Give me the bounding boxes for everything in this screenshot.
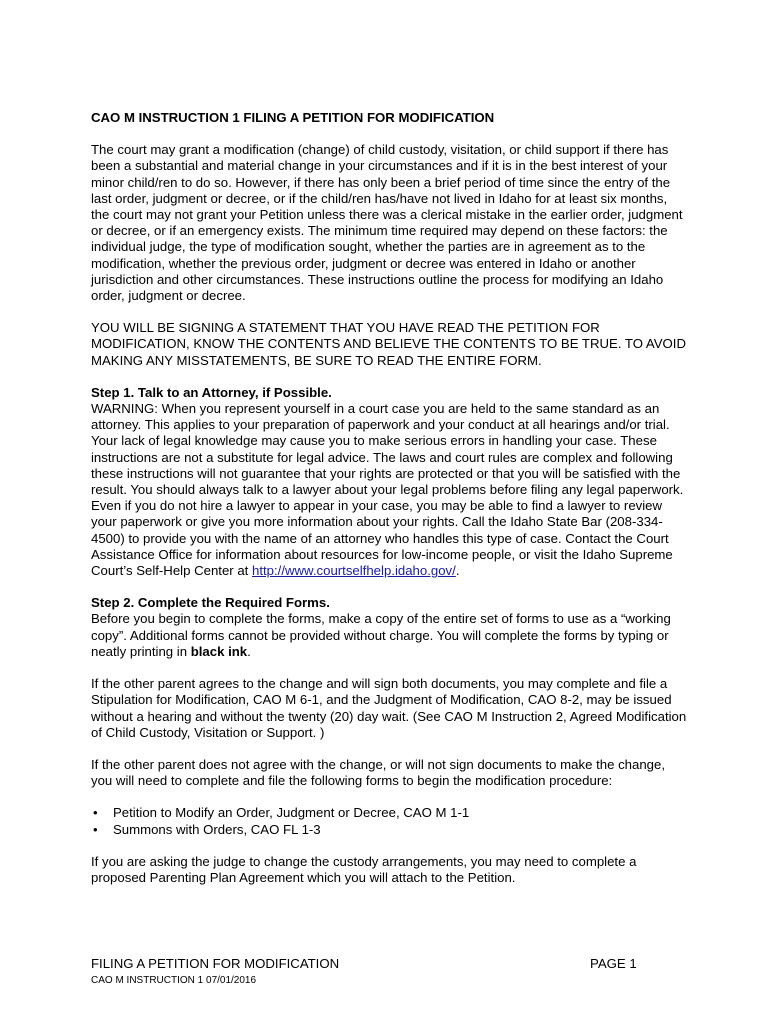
bullet-icon: • [93, 821, 98, 837]
step2-section [91, 595, 687, 660]
step2-period: . [247, 643, 251, 659]
required-forms-list [91, 805, 687, 837]
page-number: PAGE 1 [590, 956, 637, 971]
form-identifier: CAO M INSTRUCTION 1 07/01/2016 [91, 975, 257, 986]
footer-title: FILING A PETITION FOR MODIFICATION [91, 956, 340, 971]
bullet-icon: • [93, 805, 98, 821]
agree-paragraph: If the other parent agrees to the change and will sign both documents, you may complete and file a Stipulation for Modification, CAO M 6-1, and the Judgment of Modification, CAO 8-2, may be issued without a hearing and without the twenty (20) day wait. (See CAO M Instruction 2, Agreed Modification of Child Custody, Visitation or Support. ) [91, 676, 687, 740]
custody-paragraph: If you are asking the judge to change the custody arrangements, you may need to complete a proposed Parenting Plan Agreement which you will attach to the Petition. [91, 853, 637, 885]
step2-heading: Step 2. Complete the Required Forms. [91, 595, 330, 611]
self-help-center-link[interactable]: http://www.courtselfhelp.idaho.gov/ [252, 563, 456, 579]
list-item-text: Petition to Modify an Order, Judgment or Decree, CAO M 1-1 [113, 805, 470, 821]
disagree-paragraph: If the other parent does not agree with the change, or will not sign documents to make the change, you will need to complete and file the following forms to begin the modification procedure: [91, 756, 666, 789]
list-item [91, 822, 687, 838]
step1-period: . [455, 563, 460, 579]
list-item [91, 805, 687, 821]
list-item-text: Summons with Orders, CAO FL 1-3 [113, 821, 321, 837]
step1-section [91, 385, 687, 579]
black-ink-emphasis: black ink [190, 643, 248, 659]
document-body [91, 110, 687, 902]
document-title: CAO M INSTRUCTION 1 FILING A PETITION FOR MODIFICATION [91, 110, 495, 125]
intro-paragraph: The court may grant a modification (change) of child custody, visitation, or child support if there has been a substantial and material change in your circumstances and if it is in the best interest of your minor child/ren to do so. However, if there has only been a brief period of time since the entry of the last order, judgment or decree, or if the child/ren has/have not lived in Idaho for at least six months, the court may not grant your Petition unless there was a clerical mistake in the earlier order, judgment or decree, or if an emergency exists. The minimum time required may depend on these factors: the individual judge, the type of modification sought, whether the parties are in agreement as to the modification, whether the previous order, judgment or decree was entered in Idaho or another jurisdiction and other circumstances. These instructions outline the process for modifying an Idaho order, judgment or decree. [91, 142, 683, 304]
step2-body: Before you begin to complete the forms, make a copy of the entire set of forms to use as a “working copy”. Additional forms cannot be provided without charge. You will complete the forms by typing or neatly printing in [91, 611, 671, 659]
caps-warning-paragraph: YOU WILL BE SIGNING A STATEMENT THAT YOU HAVE READ THE PETITION FOR MODIFICATION, KNOW THE CONTENTS AND BELIEVE THE CONTENTS TO BE TRUE. TO AVOID MAKING ANY MISSTATEMENTS, BE SURE TO READ THE ENTIRE FORM. [91, 320, 686, 368]
step1-body: WARNING: When you represent yourself in a court case you are held to the same standard as an attorney. This applies to your preparation of paperwork and your conduct at all hearings and/or trial. Your lack of legal knowledge may cause you to make serious errors in handling your case. These instructions are not a substitute for legal advice. The laws and court rules are complex and following these instructions will not guarantee that your rights are protected or that you will be satisfied with the result. You should always talk to a lawyer about your legal problems before filing any legal paperwork. Even if you do not hire a lawyer to appear in your case, you may be able to find a lawyer to review your paperwork or give you more information about your rights. Call the Idaho State Bar (208-334-4500) to provide you with the name of an attorney who handles this type of case. Contact the Court Assistance Office for information about resources for low-income people, or visit the Idaho Supreme Court’s Self-Help Center at [91, 401, 684, 579]
step1-heading: Step 1. Talk to an Attorney, if Possible. [91, 384, 332, 400]
